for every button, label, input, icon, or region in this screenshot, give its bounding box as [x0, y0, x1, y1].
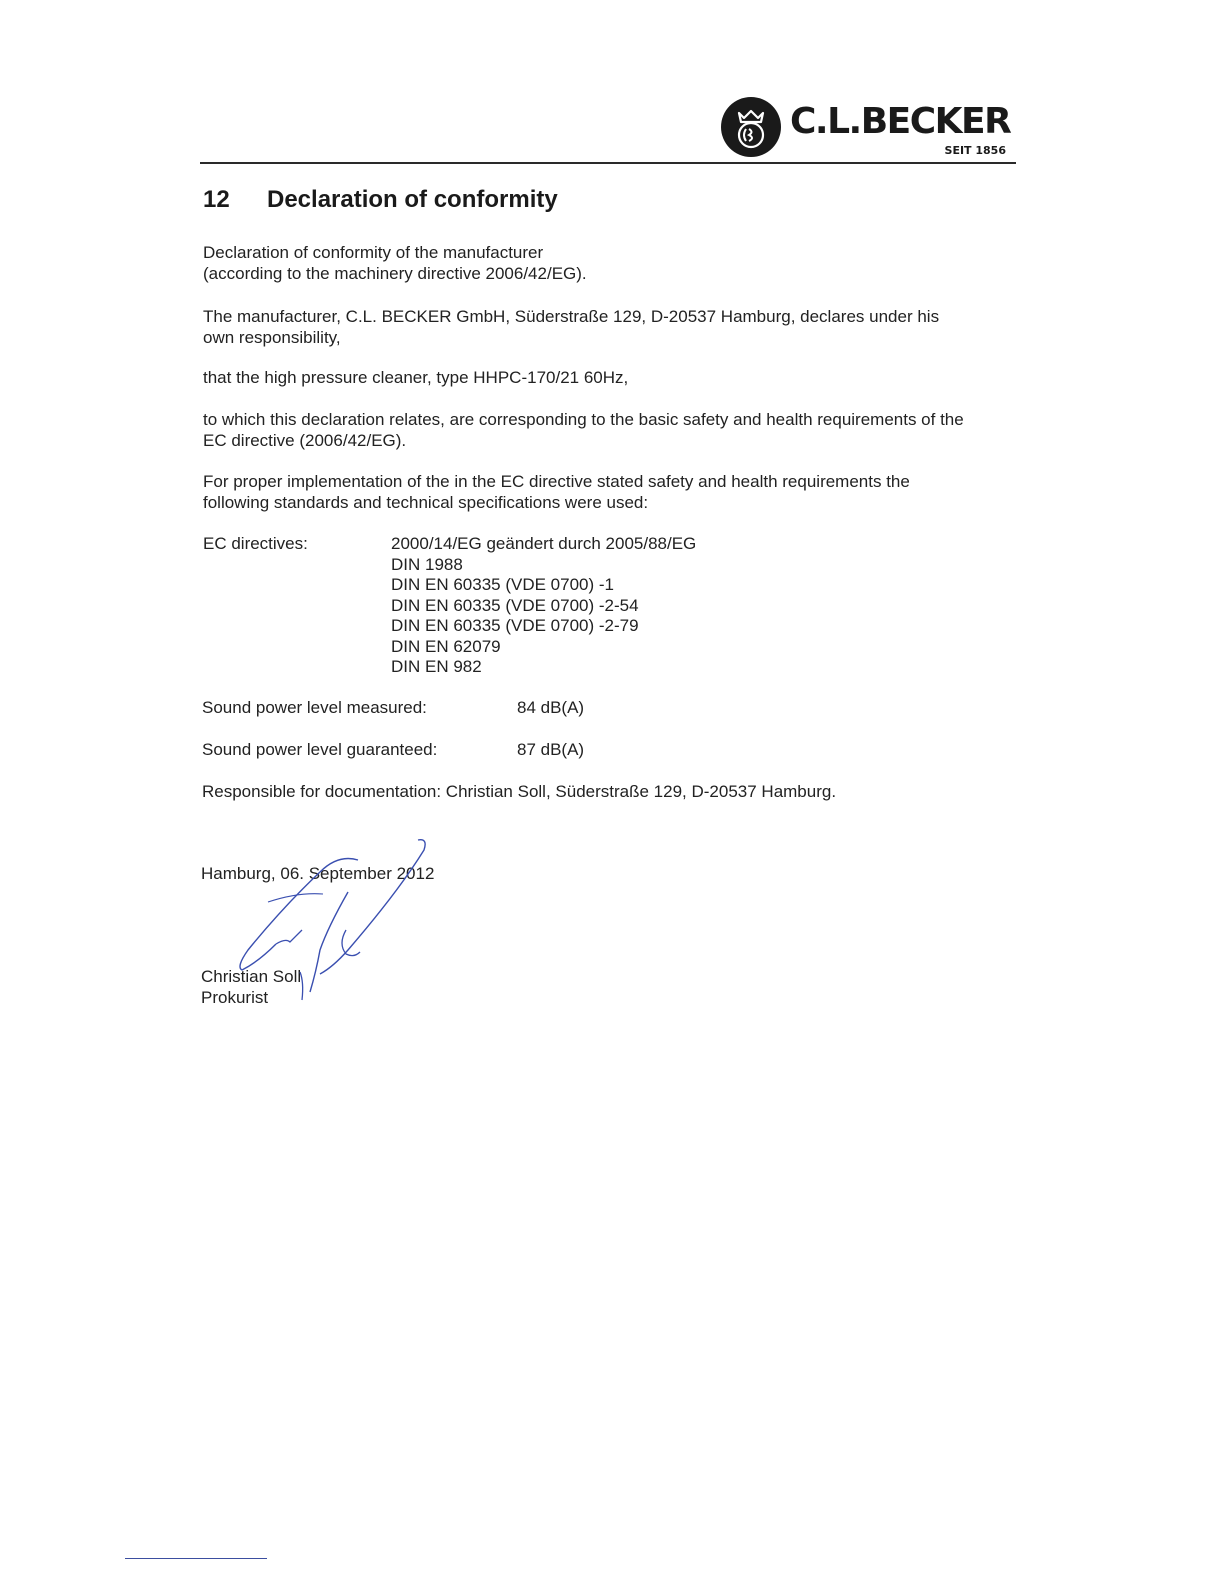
paragraph-line: The manufacturer, C.L. BECKER GmbH, Süderstraße 129, D-20537 Hamburg, declares under his [203, 307, 940, 326]
sound-guaranteed-label: Sound power level guaranteed: [202, 740, 438, 759]
sound-guaranteed-value: 87 dB(A) [517, 740, 585, 759]
directives-label: EC directives: [203, 534, 308, 553]
paragraph-line: EC directive (2006/42/EG). [203, 430, 407, 450]
logo-wordmark: C.L.BECKER [790, 101, 1011, 142]
crown-monogram-icon [720, 96, 782, 158]
paragraph-line: that the high pressure cleaner, type HHPC-170/21 60Hz, [203, 368, 629, 387]
directives-list [391, 534, 696, 678]
standards-intro-paragraph [203, 472, 910, 513]
footer-rule [125, 1558, 267, 1559]
directive-item: 2000/14/EG geändert durch 2005/88/EG [391, 534, 697, 553]
manufacturer-paragraph [203, 307, 939, 348]
paragraph-line: For proper implementation of the in the EC directive stated safety and health requirements the [203, 472, 910, 491]
paragraph-line: (according to the machinery directive 2006/42/EG). [203, 263, 587, 283]
signatory-name: Christian Soll [201, 967, 302, 986]
paragraph-line: to which this declaration relates, are corresponding to the basic safety and health requirements of the [203, 410, 964, 429]
section-heading [203, 185, 558, 215]
paragraph-line: own responsibility, [203, 327, 341, 347]
directive-item: DIN 1988 [391, 554, 463, 574]
section-title: Declaration of conformity [267, 186, 558, 213]
section-number: 12 [203, 186, 230, 213]
relates-paragraph [203, 410, 964, 451]
place-date: Hamburg, 06. September 2012 [201, 864, 435, 883]
header-rule [200, 162, 1016, 164]
handwritten-signature [228, 832, 438, 1007]
signatory-position: Prokurist [201, 988, 269, 1007]
sound-measured-label: Sound power level measured: [202, 698, 427, 717]
directive-item: DIN EN 60335 (VDE 0700) -1 [391, 575, 614, 594]
intro-paragraph [203, 243, 587, 284]
paragraph-line: following standards and technical specifications were used: [203, 492, 649, 512]
directive-item: DIN EN 60335 (VDE 0700) -2-54 [391, 595, 639, 615]
company-logo [718, 96, 1018, 162]
directive-item: DIN EN 62079 [391, 636, 501, 656]
responsible-line: Responsible for documentation: Christian Soll, Süderstraße 129, D-20537 Hamburg. [202, 782, 837, 801]
sound-measured-value: 84 dB(A) [517, 698, 585, 717]
directive-item: DIN EN 982 [391, 657, 482, 676]
product-paragraph [203, 368, 628, 389]
paragraph-line: Declaration of conformity of the manufacturer [203, 243, 544, 262]
directive-item: DIN EN 60335 (VDE 0700) -2-79 [391, 616, 639, 635]
logo-tagline: SEIT 1856 [944, 144, 1006, 157]
